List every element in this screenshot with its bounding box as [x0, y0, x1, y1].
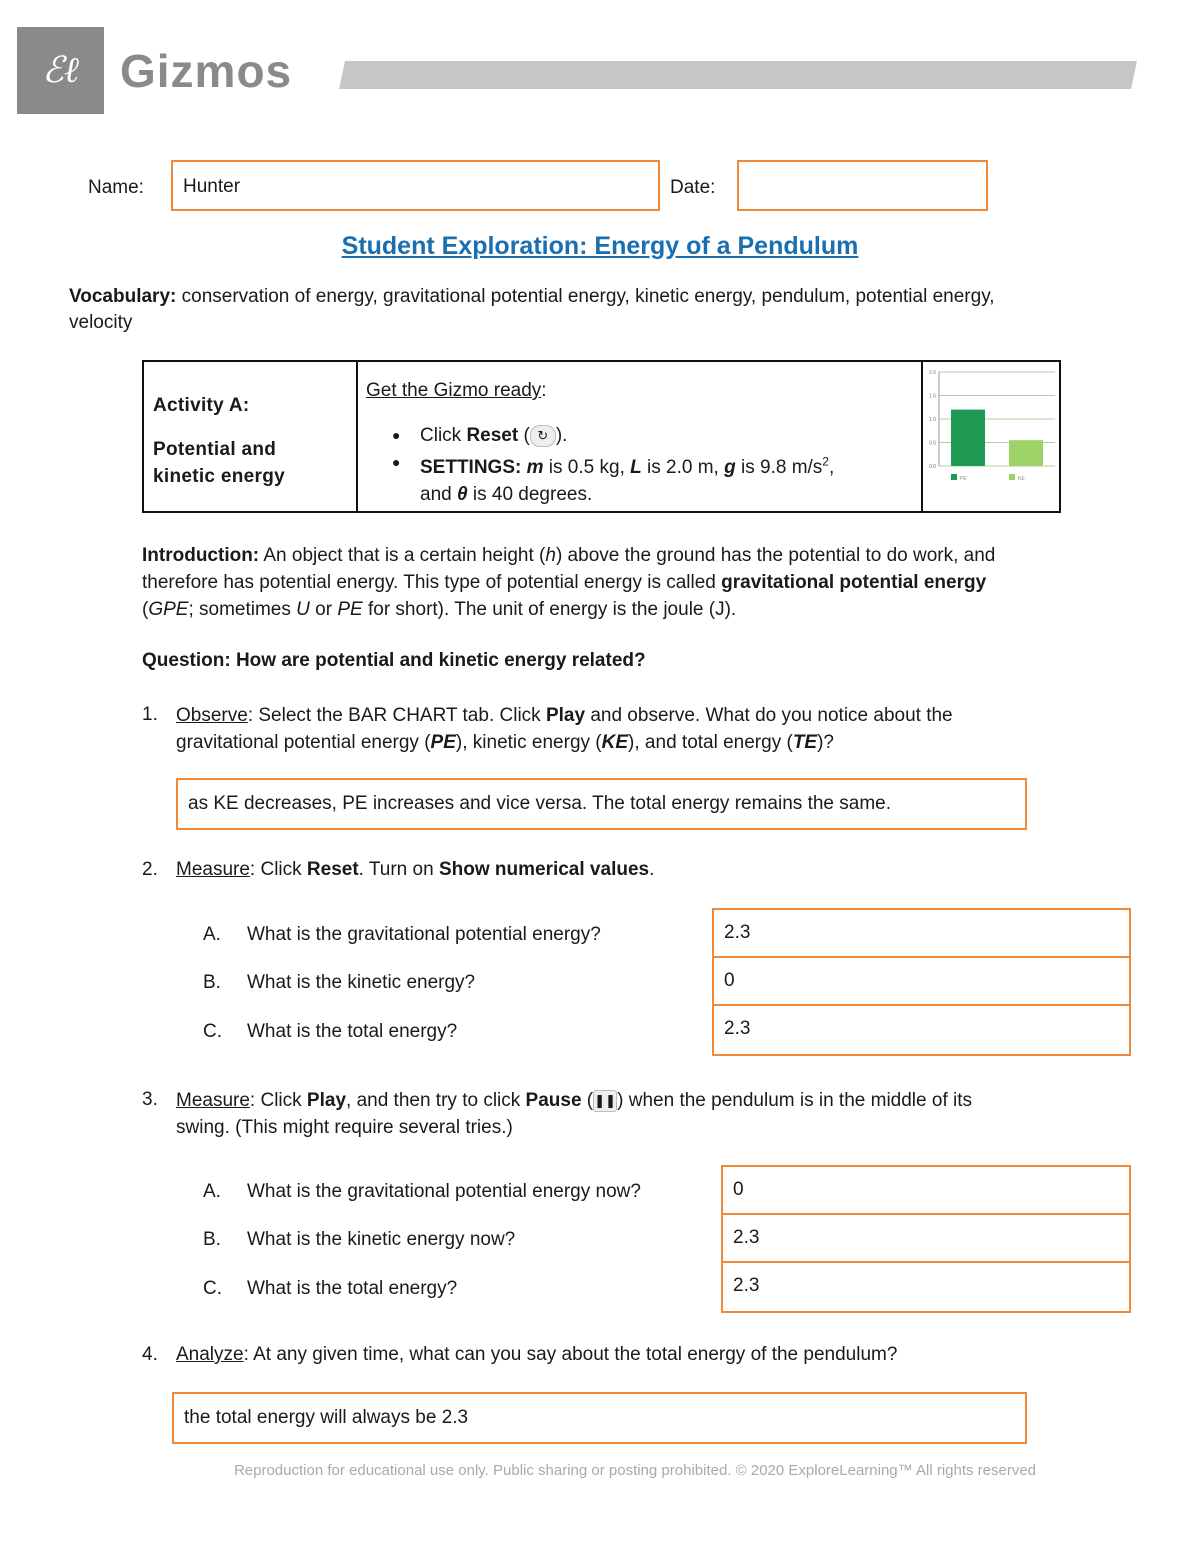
- q4-verb: Analyze: [176, 1344, 244, 1365]
- q3-play: Play: [306, 1090, 347, 1111]
- chart-tick-label: 0.0: [929, 464, 936, 470]
- q4-text: : At any given time, what can you say about the total energy of the pendulum?: [243, 1344, 898, 1365]
- q3-text-line2: swing. (This might require several tries.): [176, 1117, 513, 1138]
- activity-subheading: [153, 436, 285, 490]
- q3c-answer[interactable]: 2.3: [733, 1275, 760, 1296]
- q2b-letter: B.: [203, 972, 221, 993]
- intro-abbr: U: [296, 599, 310, 620]
- q1-play: Play: [545, 705, 586, 726]
- brand-name: Gizmos: [120, 45, 293, 97]
- vocabulary-label: Vocabulary:: [69, 286, 177, 307]
- chart-tick-label: 0.5: [929, 440, 936, 447]
- q1-prompt: [176, 702, 1116, 756]
- q4-answer-box[interactable]: the total energy will always be 2.3: [172, 1392, 1027, 1444]
- question-heading: Question: How are potential and kinetic energy related?: [142, 650, 646, 671]
- q1-text: ), kinetic energy (: [455, 732, 602, 753]
- q2b-question: What is the kinetic energy?: [247, 972, 476, 993]
- intro-text: (: [142, 599, 149, 620]
- logo-glyph: ℰℓ: [42, 50, 79, 91]
- q1-te: TE: [792, 732, 818, 753]
- settings-label: SETTINGS:: [420, 457, 522, 479]
- bullet-icon: ●: [392, 454, 401, 470]
- intro-var-h: h: [545, 545, 556, 566]
- q1-number: 1.: [142, 704, 158, 725]
- q1-ke: KE: [601, 732, 629, 753]
- q2-text: .: [649, 859, 655, 880]
- date-label: Date:: [670, 177, 716, 198]
- chart-legend-label: PE: [960, 476, 967, 482]
- introduction: [142, 542, 1142, 623]
- var-theta: θ: [456, 484, 468, 506]
- q3-verb: Measure: [176, 1090, 250, 1111]
- activity-thumbnail-cell: [923, 362, 1059, 511]
- q1-text: gravitational potential energy (: [176, 732, 431, 753]
- q2-show-values: Show numerical values: [438, 859, 650, 880]
- q3-number: 3.: [142, 1089, 158, 1110]
- get-ready-heading: [366, 380, 547, 402]
- vocabulary-terms-cont: velocity: [69, 312, 133, 333]
- q3c-question: What is the total energy?: [247, 1278, 458, 1299]
- q1-verb: Observe: [176, 705, 248, 726]
- q3a-letter: A.: [203, 1181, 221, 1202]
- var-m: m: [526, 457, 544, 479]
- q3-prompt: [176, 1087, 1116, 1141]
- q1-text: and observe. What do you notice about the: [585, 705, 953, 726]
- vocabulary: [69, 284, 1149, 336]
- q2b-answer[interactable]: 0: [714, 958, 1129, 1006]
- bullet1-text: Click: [420, 425, 467, 446]
- q1-pe: PE: [430, 732, 456, 753]
- q2a-letter: A.: [203, 924, 221, 945]
- intro-abbr: PE: [337, 599, 363, 620]
- header-bar: [339, 61, 1137, 89]
- intro-text: An object that is a certain height (: [259, 545, 546, 566]
- q2a-question: What is the gravitational potential energy?: [247, 924, 601, 945]
- chart-bar-pe: [951, 410, 985, 466]
- settings-text-2: is 2.0 m,: [641, 457, 725, 479]
- activity-title-cell: [144, 362, 358, 511]
- q2-reset: Reset: [306, 859, 359, 880]
- settings-text-3: is 9.8 m/s: [735, 457, 823, 479]
- q3-text: : Click: [249, 1090, 307, 1111]
- bullet1-end: ).: [555, 425, 568, 446]
- intro-text: ) above the ground has the potential to do work, and: [555, 545, 996, 566]
- settings-line2-pre: and: [420, 484, 457, 506]
- q1-text: : Select the BAR CHART tab. Click: [247, 705, 546, 726]
- reset-label: Reset: [466, 425, 519, 446]
- setup-list: [392, 422, 834, 508]
- q3-text: , and then try to click: [346, 1090, 526, 1111]
- q2a-answer[interactable]: 2.3: [714, 910, 1129, 958]
- intro-term: gravitational potential energy: [721, 572, 987, 593]
- pause-icon: ❚❚: [593, 1090, 617, 1112]
- settings-line2-post: is 40 degrees.: [467, 484, 593, 506]
- q2c-letter: C.: [203, 1021, 222, 1042]
- vocabulary-terms: conservation of energy, gravitational potential energy, kinetic energy, pendulum, potential energy,: [181, 286, 995, 307]
- date-field[interactable]: [737, 160, 988, 211]
- q1-text: )?: [817, 732, 834, 753]
- chart-background: [923, 362, 1059, 511]
- q3-pause: Pause: [525, 1090, 582, 1111]
- settings-text-1: is 0.5 kg,: [543, 457, 631, 479]
- settings-text-4: ,: [828, 457, 835, 479]
- activity-subheading-line2: kinetic energy: [153, 466, 285, 487]
- intro-text: ; sometimes: [188, 599, 297, 620]
- settings-sup: 2: [822, 455, 829, 469]
- reset-icon: ↻: [530, 425, 556, 447]
- q2c-question: What is the total energy?: [247, 1021, 458, 1042]
- q3a-answer[interactable]: 0: [723, 1167, 1129, 1215]
- q2c-answer[interactable]: 2.3: [724, 1018, 751, 1039]
- chart-legend-swatch: [951, 474, 957, 480]
- chart-tick-label: 1.0: [929, 417, 936, 423]
- q1-text: ), and total energy (: [628, 732, 793, 753]
- var-L: L: [630, 457, 642, 479]
- q1-answer-box[interactable]: as KE decreases, PE increases and vice versa. The total energy remains the same.: [176, 778, 1027, 830]
- q3b-letter: B.: [203, 1229, 221, 1250]
- name-label: Name:: [88, 177, 144, 198]
- q3a-question: What is the gravitational potential energy now?: [247, 1181, 641, 1202]
- get-ready-text: Get the Gizmo ready: [366, 380, 542, 401]
- explorelearning-logo: [17, 27, 104, 114]
- q2-text: . Turn on: [358, 859, 439, 880]
- chart-bar-ke: [1009, 440, 1043, 466]
- q3-answer-group: [721, 1165, 1131, 1313]
- q3-text: (: [581, 1090, 594, 1111]
- footer-copyright: Reproduction for educational use only. Public sharing or posting prohibited. © 2020 ExploreLearning™ All rights reserved: [233, 1462, 1037, 1479]
- q2-verb: Measure: [176, 859, 250, 880]
- activity-table: [142, 360, 1061, 513]
- activity-instructions-cell: [358, 362, 923, 511]
- q3c-letter: C.: [203, 1278, 222, 1299]
- activity-subheading-line1: Potential and: [153, 439, 277, 460]
- chart-tick-label: 1.5: [929, 393, 936, 400]
- q2-prompt: [176, 857, 654, 883]
- chart-legend-swatch: [1009, 474, 1015, 480]
- q3-text: ) when the pendulum is in the middle of its: [617, 1090, 972, 1111]
- var-g: g: [724, 457, 736, 479]
- page-title: Student Exploration: Energy of a Pendulum: [341, 232, 859, 260]
- get-ready-colon: :: [541, 380, 547, 401]
- intro-abbr: GPE: [148, 599, 189, 620]
- chart-tick-label: 2.0: [929, 370, 936, 376]
- bullet-icon: ●: [392, 427, 401, 443]
- q2-number: 2.: [142, 859, 158, 880]
- intro-text: or: [309, 599, 338, 620]
- chart-legend-label: KE: [1018, 476, 1025, 482]
- name-field[interactable]: Hunter: [171, 160, 660, 211]
- q4-prompt: [176, 1342, 897, 1368]
- q4-number: 4.: [142, 1344, 158, 1365]
- intro-text: therefore has potential energy. This type of potential energy is called: [142, 572, 722, 593]
- q3b-question: What is the kinetic energy now?: [247, 1229, 516, 1250]
- q2-answer-group: [712, 908, 1131, 1056]
- activity-heading: Activity A:: [153, 395, 250, 416]
- intro-label: Introduction:: [142, 545, 260, 566]
- intro-text: for short). The unit of energy is the joule (J).: [362, 599, 737, 620]
- list-item: ● Click Reset ( ↻ ).: [392, 422, 834, 449]
- q3b-answer[interactable]: 2.3: [723, 1215, 1129, 1263]
- q2-text: : Click: [249, 859, 307, 880]
- list-item: [392, 449, 834, 508]
- bar-chart-thumbnail: [923, 362, 1059, 511]
